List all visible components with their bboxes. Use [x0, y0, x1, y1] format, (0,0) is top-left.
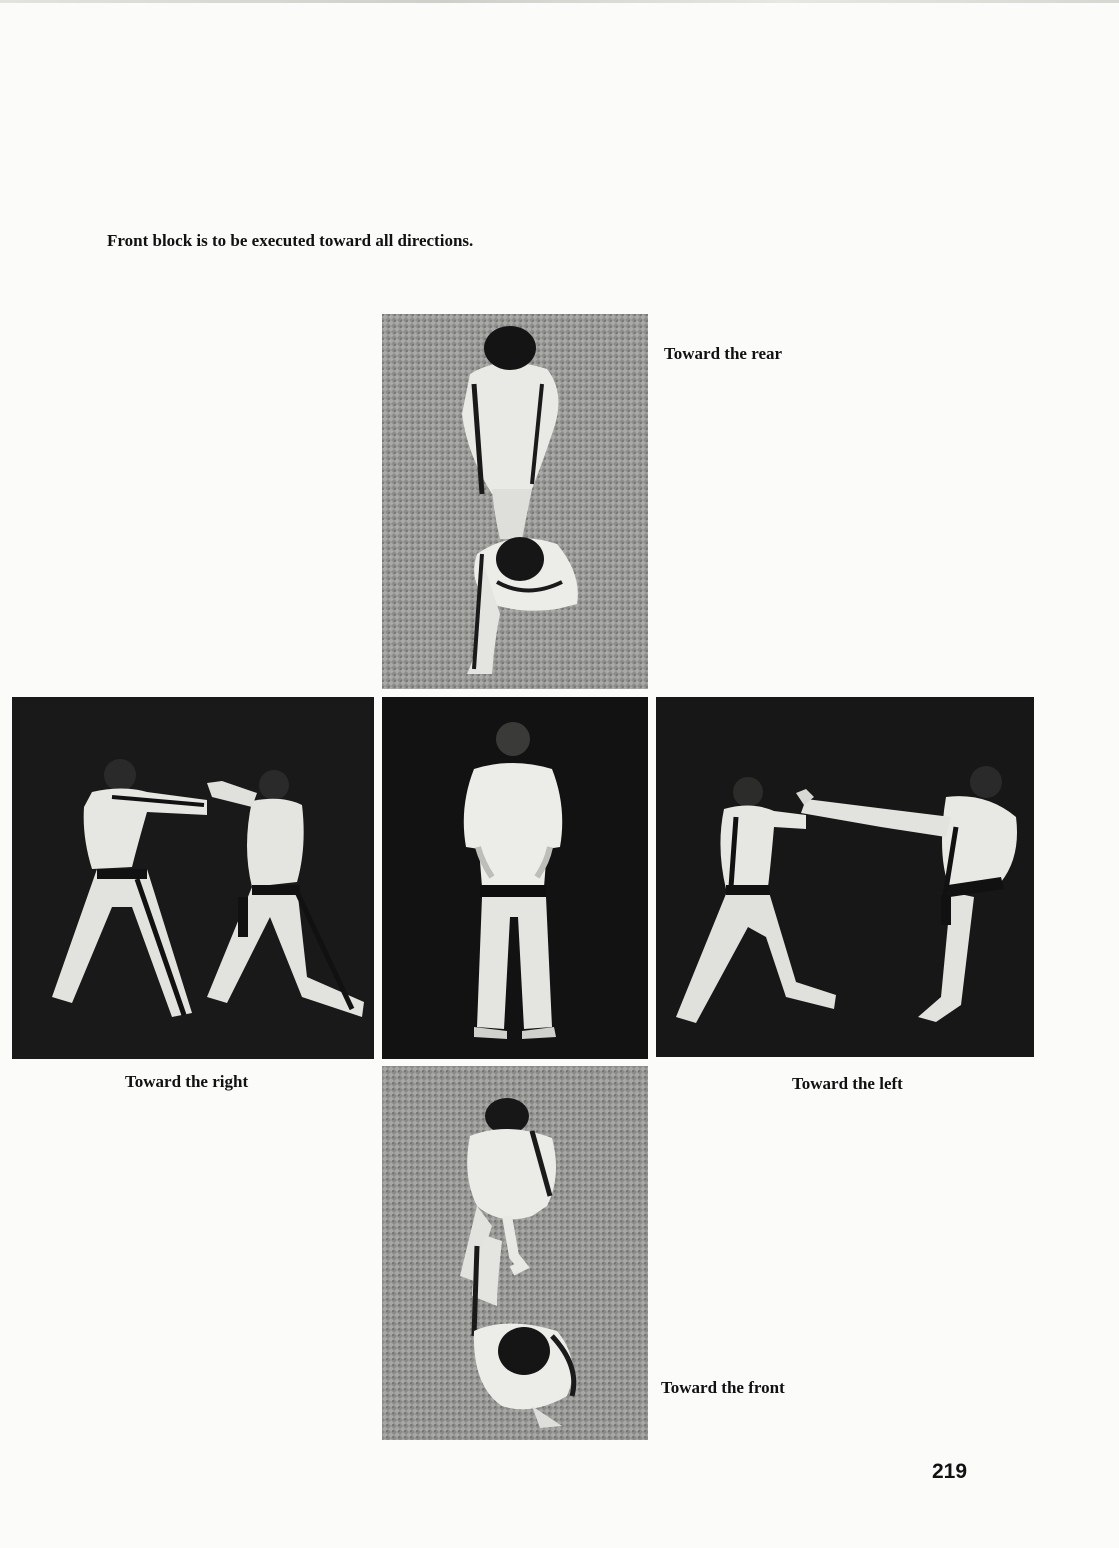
intro-paragraph: Front block is to be executed toward all directions. — [107, 231, 474, 250]
photo-toward-left — [656, 697, 1034, 1057]
ready-stance-photo-image — [382, 697, 648, 1059]
caption-toward-right: Toward the right — [125, 1072, 249, 1091]
overhead-front-photo-image — [382, 1066, 648, 1440]
overhead-rear-photo-image — [382, 314, 648, 689]
caption-toward-rear: Toward the rear — [664, 344, 783, 363]
photo-ready-stance — [382, 697, 648, 1059]
photo-toward-rear — [382, 314, 648, 689]
page-number: 219 — [932, 1460, 968, 1483]
left-block-photo-image — [656, 697, 1034, 1057]
photo-toward-front — [382, 1066, 648, 1440]
caption-toward-front: Toward the front — [661, 1378, 785, 1397]
caption-toward-left: Toward the left — [792, 1074, 903, 1093]
page-top-rule — [0, 0, 1119, 3]
photo-toward-right — [12, 697, 374, 1059]
right-block-photo-image — [12, 697, 374, 1059]
